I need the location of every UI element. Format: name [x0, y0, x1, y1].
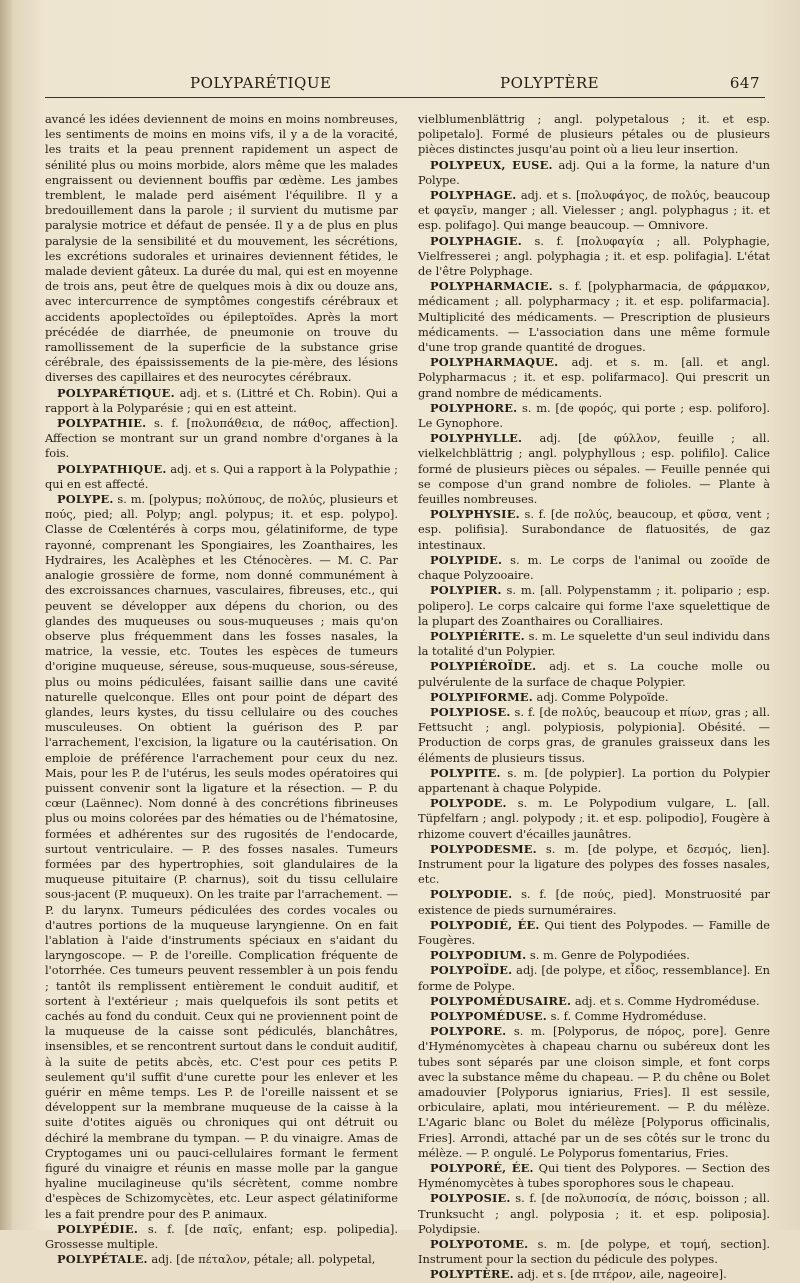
- entry-text: adj. et s. Comme Hydroméduse.: [571, 993, 760, 1008]
- entry-headword: POLYPHORE.: [430, 400, 518, 415]
- dictionary-entry: [418, 918, 770, 948]
- entry-text: s. f. Comme Hydroméduse.: [546, 1008, 707, 1023]
- entry-text: adj. [de πέταλον, pétale; all. polypetal,: [147, 1252, 376, 1267]
- entry-headword: POLYPHARMACIE.: [430, 279, 553, 294]
- entry-text: s. m. Le corps de l'animal ou zooïde de chaque Polyzooaire.: [418, 552, 770, 583]
- dictionary-entry: [418, 279, 770, 355]
- entry-headword: POLYPATHIQUE.: [57, 461, 167, 476]
- entry-headword: POLYPORE.: [430, 1024, 507, 1039]
- entry-text: adj. et s. m. [all. et angl. Polypharmacus ; it. et esp. polifarmaco]. Qui prescrit un grand nombre de médicaments.: [418, 355, 770, 400]
- entry-headword: POLYPOÏDE.: [430, 963, 513, 978]
- entry-text: vielblumenblättrig ; angl. polypetalous ; it. et esp. polipetalo]. Formé de plusieurs pétales ou de plusieurs pièces distinctes jusqu'au point où a lieu leur insertion.: [418, 112, 770, 157]
- entry-headword: POLYPIOSE.: [430, 704, 511, 719]
- entry-headword: POLYPHARMAQUE.: [430, 355, 559, 370]
- entry-text: Qui tient des Polypodes. — Famille de Fougères.: [418, 917, 770, 947]
- entry-headword: POLYPOSIE.: [430, 1191, 511, 1206]
- dictionary-entry: [418, 963, 770, 993]
- dictionary-entry: [418, 583, 770, 629]
- entry-headword: POLYPTÈRE.: [430, 1267, 514, 1282]
- dictionary-entry: [45, 1252, 398, 1267]
- dictionary-entry: [418, 355, 770, 401]
- entry-text: s. f. [πολυφαγία ; all. Polyphagie, Vielfresserei ; angl. polyphagia ; it. et esp. polifagia]. L'état de l'être Polyphage.: [418, 233, 770, 279]
- header-rule: [45, 97, 765, 98]
- entry-text: s. f. [de πολύς, beaucoup, et φῦσα, vent ; esp. polifisia]. Surabondance de flatuosités, de gaz intestinaux.: [418, 507, 770, 552]
- entry-text: adj. Comme Polypoïde.: [532, 689, 669, 704]
- dictionary-entry: [418, 766, 770, 796]
- entry-text: s. m. [de φορός, qui porte ; esp. poliforo]. Le Gynophore.: [418, 400, 770, 431]
- entry-headword: POLYPOMÉDUSE.: [430, 1008, 547, 1023]
- entry-headword: POLYPIFORME.: [430, 689, 533, 704]
- entry-headword: POLYPEUX, EUSE.: [430, 157, 553, 172]
- entry-headword: POLYPOMÉDUSAIRE.: [430, 993, 572, 1008]
- entry-headword: POLYPODIE.: [430, 887, 513, 902]
- entry-text: s. m. Le Polypodium vulgare, L. [all. Tüpfelfarn ; angl. polypody ; it. et esp. polipodio], Fougère à rhizome couvert d'écailles jaunâtres.: [418, 796, 770, 841]
- entry-headword: POLYPÉTALE.: [57, 1252, 148, 1267]
- entry-headword: POLYPHYLLE.: [430, 431, 523, 446]
- entry-text: s. m. [polypus; πολύπους, de πολύς, plusieurs et πούς, pied; all. Polyp; angl. polypus; it. et esp. polypo]. Classe de Cœlentérés à corps mou, gélatiniforme, de type rayonné, comprenant les Spongiaires, les Zoanthaires, les Hydraires, les Acalèphes et les Cténocères. — M. C. Par analogie grossière de forme, nom donné communément à des excroissances charnues, vasculaires, fibreuses, etc., qui peuvent se développer aux dépens du chorion, ou des glandes des muqueuses ou sous-muqueuses ; mais qu'on observe plus fréquemment dans les fosses nasales, la matrice, la vessie, etc. Toutes les espèces de tumeurs d'origine muqueuse, séreuse, sous-muqueuse, sous-séreuse, plus ou moins pédiculées, faisant saillie dans une cavité naturelle quelconque. Elles ont pour point de départ des glandes, leurs kystes, du tissu cellulaire ou des couches musculeuses. On obtient la guérison des P. par l'arrachement, l'excision, la ligature ou la cautérisation. On emploie de préférence l'arrachement pour ceux du nez. Mais, pour les P. de l'utérus, les seuls modes opératoires qui puissent convenir sont la ligature et la résection. — P. du cœur (Laënnec). Nom donné à des concrétions fibrineuses plus ou moins colorées par des hématies ou de l'hématosine, formées et adhérentes sur des rugosités de l'endocarde, surtout ventriculaire. — P. des fosses nasales. Tumeurs formées par des hypertrophies, soit glandulaires de la muqueuse pituitaire (P. charnus), soit du tissu cellulaire sous-jacent (P. muqueux). On les traite par l'arrachement. — P. du larynx. Tumeurs pédiculées des cordes vocales ou d'autres portions de la muqueuse laryngienne. On en fait l'ablation à l'aide d'instruments spéciaux en s'aidant du laryngoscope. — P. de l'oreille. Complication fréquente de l'otorrhée. Ces tumeurs peuvent ressembler à un pois fendu ; tantôt ils remplissent entièrement le conduit auditif, et sortent à l'extérieur ; mais quelquefois ils sont petits et cachés au fond du conduit. Ceux qui ne proviennent point de la muqueuse de la caisse sont pédiculés, blanchâtres, insensibles, et se rencontrent surtout dans le conduit auditif, à la suite de petits abcès, etc. C'est pour ces petits P. seulement qu'il suffit d'une curette pour les enlever et les guérir en même temps. Les P. de l'oreille naissent et se développent sur la membrane muqueuse de la caisse à la suite d'otites aiguës ou chroniques qui ont détruit ou déchiré la membrane du tympan. — P. du vinaigre. Amas de Cryptogames uni ou pauci-cellulaires formant le ferment figuré du vinaigre et réunis en masse molle par la gangue hyaline mucilagineuse qu'ils sécrètent, comme nombre d'espèces de Schizomycètes, etc. Leur aspect gélatiniforme les a fait prendre pour des P. animaux.: [45, 492, 398, 1221]
- entry-headword: POLYPE.: [57, 492, 114, 507]
- entry-text: s. f. [de πούς, pied]. Monstruosité par existence de pieds surnuméraires.: [418, 887, 770, 917]
- entry-text: s. m. [Polyporus, de πόρος, pore]. Genre d'Hyménomycètes à chapeau charnu ou subéreux dont les tubes sont séparés par une cloison simple, et font corps avec la substance même du chapeau. — P. du chêne ou Bolet amadouvier [Polyporus igniarius, Fries]. Il est sessile, orbiculaire, aplati, mou intérieurement. — P. du mélèze. L'Agaric blanc ou Bolet du mélèze [Polyporus officinalis, Fries]. Arrondi, attaché par un de ses côtés sur le tronc du mélèze. — P. ongulé. Le Polyporus fomentarius, Fries.: [418, 1024, 770, 1160]
- dictionary-entry: [418, 887, 770, 917]
- entry-headword: POLYPODIUM.: [430, 948, 527, 963]
- dictionary-entry: [418, 401, 770, 431]
- dictionary-entry: [418, 1161, 770, 1191]
- dictionary-entry: [45, 1222, 398, 1252]
- dictionary-entry: [418, 158, 770, 188]
- dictionary-entry: [418, 1237, 770, 1267]
- entry-headword: POLYPHAGE.: [430, 188, 517, 203]
- left-column: [45, 112, 398, 1267]
- page-binding-edge: [0, 0, 12, 1230]
- header-left-guide-word: POLYPARÉTIQUE: [190, 74, 332, 92]
- entry-text: s. m. Genre de Polypodiées.: [526, 948, 690, 963]
- entry-text: adj. et s. Qui a rapport à la Polypathie ; qui en est affecté.: [45, 461, 398, 491]
- dictionary-entry: [418, 796, 770, 842]
- entry-text: avancé les idées deviennent de moins en moins nombreuses, les sentiments de moins en moins vifs, il y a de la voracité, les traits et la peau prennent rapidement un aspect de sénilité plus ou moins morbide, alors même que les malades engraissent ou deviennent bouffis par œdème. Les jambes tremblent, le malade perd aisément l'équilibre. Il y a bredouillement dans la parole ; il survient du mutisme par paralysie motrice et défaut de pensée. Il y a de plus en plus paralysie de la sensibilité et du mouvement, les sécrétions, les excrétions sudorales et urinaires deviennent fétides, le malade devient gâteux. La durée du mal, qui est en moyenne de trois ans, peut être de quelques mois à dix ou douze ans, avec intercurrence de symptômes congestifs cérébraux et accidents apoplectoïdes ou épileptoïdes. Après la mort précédée de diarrhée, de pneumonie on trouve du ramollissement de la superficie de la substance grise cérébrale, des épaississements de la pie-mère, des lésions diverses des capillaires et des neurocytes cérébraux.: [45, 112, 398, 385]
- entry-text: adj. [de φύλλον, feuille ; all. vielkelchblättrig ; angl. polyphyllous ; esp. polifilo]. Calice formé de plusieurs pièces ou sépales. — Feuille pennée qui se compose d'un grand nombre de folioles. — Plante à feuilles nombreuses.: [418, 431, 770, 507]
- entry-headword: POLYPODE.: [430, 796, 507, 811]
- entry-text: s. f. [de πολύς, beaucoup et πίων, gras ; all. Fettsucht ; angl. polypiosis, polypionia]. Obésité. — Production de corps gras, de granules graisseux dans les éléments de plusieurs tissus.: [418, 704, 770, 765]
- dictionary-entry: [418, 842, 770, 888]
- dictionary-entry: [45, 462, 398, 492]
- entry-headword: POLYPATHIE.: [57, 416, 147, 431]
- entry-headword: POLYPIDE.: [430, 552, 503, 567]
- dictionary-entry: [418, 234, 770, 280]
- entry-headword: POLYPÉDIE.: [57, 1221, 138, 1236]
- entry-text: adj. et s. (Littré et Ch. Robin). Qui a rapport à la Polyparésie ; qui en est atteint.: [45, 385, 398, 415]
- entry-headword: POLYPODESME.: [430, 841, 537, 856]
- entry-text: Qui tient des Polypores. — Section des Hyménomycètes à tubes sporophores sous le chapeau.: [418, 1161, 770, 1191]
- dictionary-entry: [418, 431, 770, 507]
- entry-headword: POLYPIER.: [430, 583, 502, 598]
- entry-headword: POLYPITE.: [430, 765, 501, 780]
- dictionary-entry: [418, 507, 770, 553]
- dictionary-entry: [45, 386, 398, 416]
- dictionary-entry: [418, 705, 770, 766]
- dictionary-entry: [418, 659, 770, 689]
- entry-text: s. f. [polypharmacia, de φάρμακον, médicament ; all. polypharmacy ; it. et esp. polifarmacia]. Multiplicité des médicaments. — Prescription de plusieurs médicaments. — L'association dans une même formule d'une trop grande quantité de drogues.: [418, 279, 770, 355]
- dictionary-entry: [418, 1267, 770, 1282]
- dictionary-entry: [418, 629, 770, 659]
- right-column: [418, 112, 770, 1283]
- entry-text: s. m. [de polype, et τομή, section]. Instrument pour la section du pédicule des polypes.: [418, 1237, 770, 1267]
- entry-text: s. m. [de polype, et δεσμός, lien]. Instrument pour la ligature des polypes des fosses nasales, etc.: [418, 841, 770, 887]
- entry-headword: POLYPARÉTIQUE.: [57, 385, 175, 400]
- entry-text: adj. et s. La couche molle ou pulvérulente de la surface de chaque Polypier.: [418, 659, 770, 689]
- entry-text: adj. [de polype, et εἶδος, ressemblance]. En forme de Polype.: [418, 963, 770, 993]
- entry-continuation: [418, 112, 770, 158]
- dictionary-entry: [418, 188, 770, 234]
- entry-headword: POLYPODIÉ, ÉE.: [430, 917, 540, 932]
- entry-text: adj. et s. [de πτέρον, aile, nageoire].: [513, 1267, 727, 1282]
- entry-headword: POLYPOTOME.: [430, 1237, 529, 1252]
- entry-text: s. f. [πολυπάθεια, de πάθος, affection]. Affection se montrant sur un grand nombre d'organes à la fois.: [45, 416, 398, 461]
- dictionary-entry: [418, 1009, 770, 1024]
- dictionary-entry: [418, 553, 770, 583]
- entry-headword: POLYPORÉ, ÉE.: [430, 1161, 534, 1176]
- entry-text: s. f. [de πολυποσία, de πόσις, boisson ; all. Trunksucht ; angl. polyposia ; it. et esp. poliposia]. Polydipsie.: [418, 1191, 770, 1236]
- entry-headword: POLYPHYSIE.: [430, 507, 520, 522]
- entry-headword: POLYPHAGIE.: [430, 233, 522, 248]
- page-number: 647: [729, 74, 760, 92]
- entry-text: s. m. [de polypier]. La portion du Polypier appartenant à chaque Polypide.: [418, 765, 770, 795]
- entry-text: s. f. [de παῖς, enfant; esp. polipedia]. Grossesse multiple.: [45, 1221, 398, 1252]
- dictionary-entry: [418, 948, 770, 963]
- dictionary-entry: [45, 492, 398, 1222]
- dictionary-entry: [418, 1024, 770, 1161]
- entry-text: adj. Qui a la forme, la nature d'un Polype.: [418, 157, 770, 187]
- entry-continuation: [45, 112, 398, 386]
- entry-text: s. m. Le squelette d'un seul individu dans la totalité d'un Polypier.: [418, 628, 770, 659]
- running-header: [40, 70, 770, 96]
- dictionary-entry: [418, 690, 770, 705]
- entry-headword: POLYPIÉROÏDE.: [430, 659, 537, 674]
- entry-text: adj. et s. [πολυφάγος, de πολύς, beaucoup et φαγεῖν, manger ; all. Vielesser ; angl. polyphagus ; it. et esp. polifago]. Qui mange beaucoup. — Omnivore.: [418, 188, 770, 233]
- dictionary-entry: [418, 994, 770, 1009]
- dictionary-entry: [418, 1191, 770, 1237]
- entry-headword: POLYPIÉRITE.: [430, 628, 525, 643]
- dictionary-entry: [45, 416, 398, 462]
- entry-text: s. m. [all. Polypenstamm ; it. polipario ; esp. polipero]. Le corps calcaire qui forme l'axe squelettique de la plupart des Zoanthaires ou Coralliaires.: [418, 583, 770, 628]
- header-right-guide-word: POLYPTÈRE: [500, 74, 600, 92]
